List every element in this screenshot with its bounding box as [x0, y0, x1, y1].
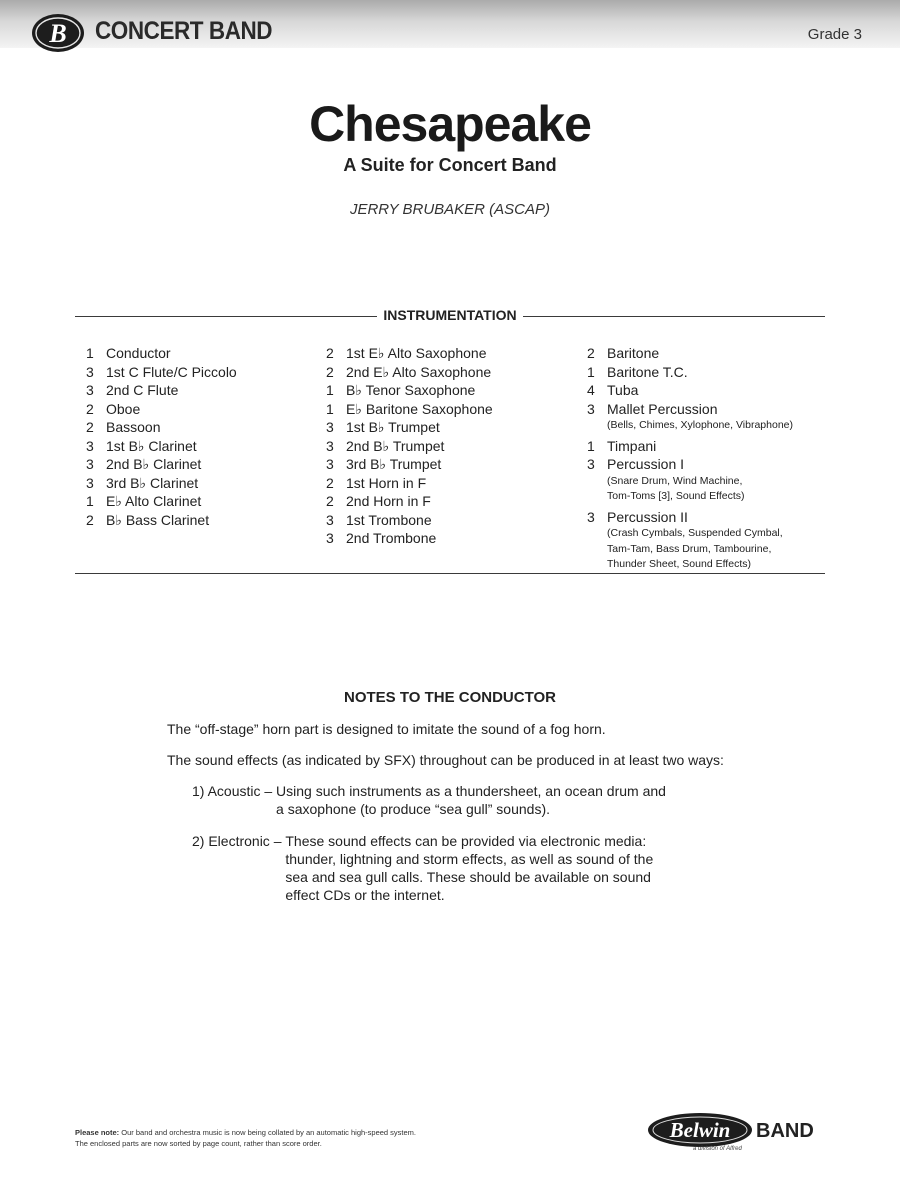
- instrument-quantity: 3: [326, 419, 334, 435]
- belwin-band-word: BAND: [756, 1120, 814, 1142]
- instrument-detail: (Crash Cymbals, Suspended Cymbal,: [607, 527, 783, 539]
- piece-title: Chesapeake: [309, 96, 591, 152]
- instrument-quantity: 2: [86, 419, 94, 435]
- instrument-item: [326, 381, 493, 400]
- instrument-item: [587, 400, 793, 419]
- footer-note: [75, 1127, 416, 1149]
- electronic-line: thunder, lightning and storm effects, as well as sound of the: [285, 851, 654, 867]
- instrument-quantity: 2: [326, 474, 334, 491]
- instrument-detail: (Bells, Chimes, Xylophone, Vibraphone): [607, 419, 793, 431]
- instrument-quantity: 3: [587, 400, 595, 417]
- instrument-name: Timpani: [607, 437, 657, 454]
- instrument-item: [326, 492, 493, 511]
- instrumentation-column-3: [587, 344, 793, 576]
- electronic-line: effect CDs or the internet.: [285, 887, 445, 903]
- instrument-quantity: 1: [326, 400, 334, 417]
- instrument-name: 1st Trombone: [346, 511, 432, 528]
- instrument-name: Baritone: [607, 345, 660, 361]
- instrument-quantity: 2: [326, 493, 334, 509]
- instrument-quantity: 3: [326, 511, 334, 528]
- instrument-item: [326, 400, 493, 419]
- instrument-quantity: 2: [326, 363, 334, 380]
- instrument-item: [587, 381, 793, 400]
- instrument-quantity: 2: [587, 345, 595, 361]
- instrument-name: Bassoon: [106, 419, 161, 435]
- instrument-item: [86, 474, 237, 493]
- instrument-item: [587, 455, 793, 474]
- instrument-quantity: 3: [326, 437, 334, 454]
- instrument-detail: Tom-Toms [3], Sound Effects): [607, 490, 745, 502]
- electronic-line: sea and sea gull calls. These should be available on sound: [285, 869, 651, 885]
- instrument-item: [86, 455, 237, 474]
- note-sound-effects: The sound effects (as indicated by SFX) throughout can be produced in at least two ways:: [167, 752, 724, 768]
- instrument-name: Percussion II: [607, 508, 688, 525]
- instrument-detail: Tam-Tam, Bass Drum, Tambourine,: [607, 542, 772, 555]
- instrumentation-column-2: [326, 344, 493, 548]
- instrument-item: [86, 381, 237, 400]
- instrument-name: 2nd Trombone: [346, 530, 437, 546]
- instrument-quantity: 1: [587, 437, 595, 454]
- instrument-quantity: 3: [326, 456, 334, 472]
- instrument-quantity: 1: [86, 345, 94, 361]
- acoustic-line: Using such instruments as a thundersheet, an ocean drum and: [276, 783, 666, 799]
- instrument-item: [587, 344, 793, 363]
- instrument-name: B♭ Tenor Saxophone: [346, 382, 476, 398]
- note-fog-horn: The “off-stage” horn part is designed to imitate the sound of a fog horn.: [167, 721, 606, 737]
- instrument-name: Percussion I: [607, 456, 685, 472]
- instrument-item: [326, 474, 493, 493]
- instrument-detail: (Snare Drum, Wind Machine,: [607, 474, 743, 487]
- instrument-quantity: 3: [86, 456, 94, 472]
- grade-label: Grade 3: [807, 26, 862, 43]
- note-acoustic: [192, 782, 666, 818]
- footer-note-label: Please note:: [75, 1128, 120, 1137]
- instrument-item: [86, 511, 237, 530]
- svg-text:B: B: [49, 19, 67, 48]
- header-title: CONCERT BAND: [95, 17, 273, 45]
- notes-heading: NOTES TO THE CONDUCTOR: [344, 689, 556, 706]
- instrument-name: E♭ Baritone Saxophone: [346, 400, 493, 417]
- instrument-name: Oboe: [106, 400, 141, 417]
- instrument-name: 2nd Horn in F: [346, 493, 431, 509]
- instrument-item: [326, 437, 493, 456]
- instrument-name: Mallet Percussion: [607, 400, 718, 417]
- instrumentation-heading: [0, 307, 900, 323]
- instrument-name: B♭ Bass Clarinet: [106, 511, 210, 528]
- instrument-name: Conductor: [106, 345, 171, 361]
- instrument-item: [326, 363, 493, 382]
- instrument-item: [587, 437, 793, 456]
- instrument-quantity: 3: [86, 474, 94, 491]
- instrument-quantity: 3: [587, 508, 595, 525]
- instrument-quantity: 3: [86, 382, 94, 398]
- instrument-item: [86, 492, 237, 511]
- instrument-name: 1st B♭ Trumpet: [346, 419, 440, 435]
- footer-note-line-2: The enclosed parts are now sorted by page count, rather than score order.: [75, 1139, 322, 1148]
- instrument-name: 1st B♭ Clarinet: [106, 437, 197, 454]
- instrument-name: 2nd E♭ Alto Saxophone: [346, 363, 492, 380]
- instrument-item: [587, 363, 793, 382]
- instrument-item: [326, 344, 493, 363]
- instrument-item: [86, 418, 237, 437]
- instrument-quantity: 2: [326, 345, 334, 361]
- instrument-item: [86, 344, 237, 363]
- instrument-quantity: 2: [86, 400, 94, 417]
- belwin-script: Belwin: [669, 1118, 731, 1142]
- instrument-quantity: 1: [86, 493, 94, 509]
- instrumentation-heading-text: INSTRUMENTATION: [377, 307, 522, 323]
- instrument-item: [326, 511, 493, 530]
- instrument-quantity: 3: [86, 363, 94, 380]
- instrument-quantity: 3: [86, 437, 94, 454]
- instrument-name: 1st C Flute/C Piccolo: [106, 363, 237, 380]
- instrument-name: 2nd B♭ Clarinet: [106, 456, 202, 472]
- instrument-quantity: 3: [326, 530, 334, 546]
- electronic-lead: 2) Electronic –: [192, 833, 286, 849]
- instrument-quantity: 4: [587, 382, 595, 398]
- instrument-name: 3rd B♭ Clarinet: [106, 474, 199, 491]
- instrumentation-bottom-rule: [75, 573, 825, 574]
- instrument-item: [587, 508, 793, 527]
- instrument-item: [86, 400, 237, 419]
- instrument-quantity: 1: [587, 363, 595, 380]
- instrument-quantity: 3: [587, 456, 595, 472]
- instrument-item: [86, 363, 237, 382]
- acoustic-line: a saxophone (to produce “sea gull” sounds).: [276, 801, 550, 817]
- instrument-item: [326, 455, 493, 474]
- belwin-division: a division of Alfred: [693, 1146, 742, 1152]
- footer-note-line-1: Our band and orchestra music is now being collated by an automatic high-speed system.: [119, 1128, 417, 1137]
- instrument-name: 2nd C Flute: [106, 382, 179, 398]
- electronic-line: These sound effects can be provided via electronic media:: [285, 833, 647, 849]
- instrument-detail: Thunder Sheet, Sound Effects): [607, 558, 751, 570]
- instrument-name: Tuba: [607, 382, 639, 398]
- piece-subtitle: A Suite for Concert Band: [343, 155, 557, 175]
- note-electronic: [192, 832, 653, 904]
- belwin-b-logo-icon: [30, 12, 86, 59]
- instrument-name: 1st E♭ Alto Saxophone: [346, 345, 487, 361]
- instrumentation-column-1: [86, 344, 237, 529]
- instrument-item: [326, 529, 493, 548]
- acoustic-lead: 1) Acoustic –: [192, 783, 277, 799]
- instrument-name: E♭ Alto Clarinet: [106, 493, 202, 509]
- instrument-item: [326, 418, 493, 437]
- instrument-quantity: 1: [326, 382, 334, 398]
- composer: JERRY BRUBAKER (ASCAP): [349, 201, 551, 218]
- instrument-name: 1st Horn in F: [346, 474, 427, 491]
- instrument-item: [86, 437, 237, 456]
- instrument-name: Baritone T.C.: [607, 363, 688, 380]
- instrument-name: 2nd B♭ Trumpet: [346, 437, 445, 454]
- instrument-quantity: 2: [86, 511, 94, 528]
- instrument-name: 3rd B♭ Trumpet: [346, 456, 442, 472]
